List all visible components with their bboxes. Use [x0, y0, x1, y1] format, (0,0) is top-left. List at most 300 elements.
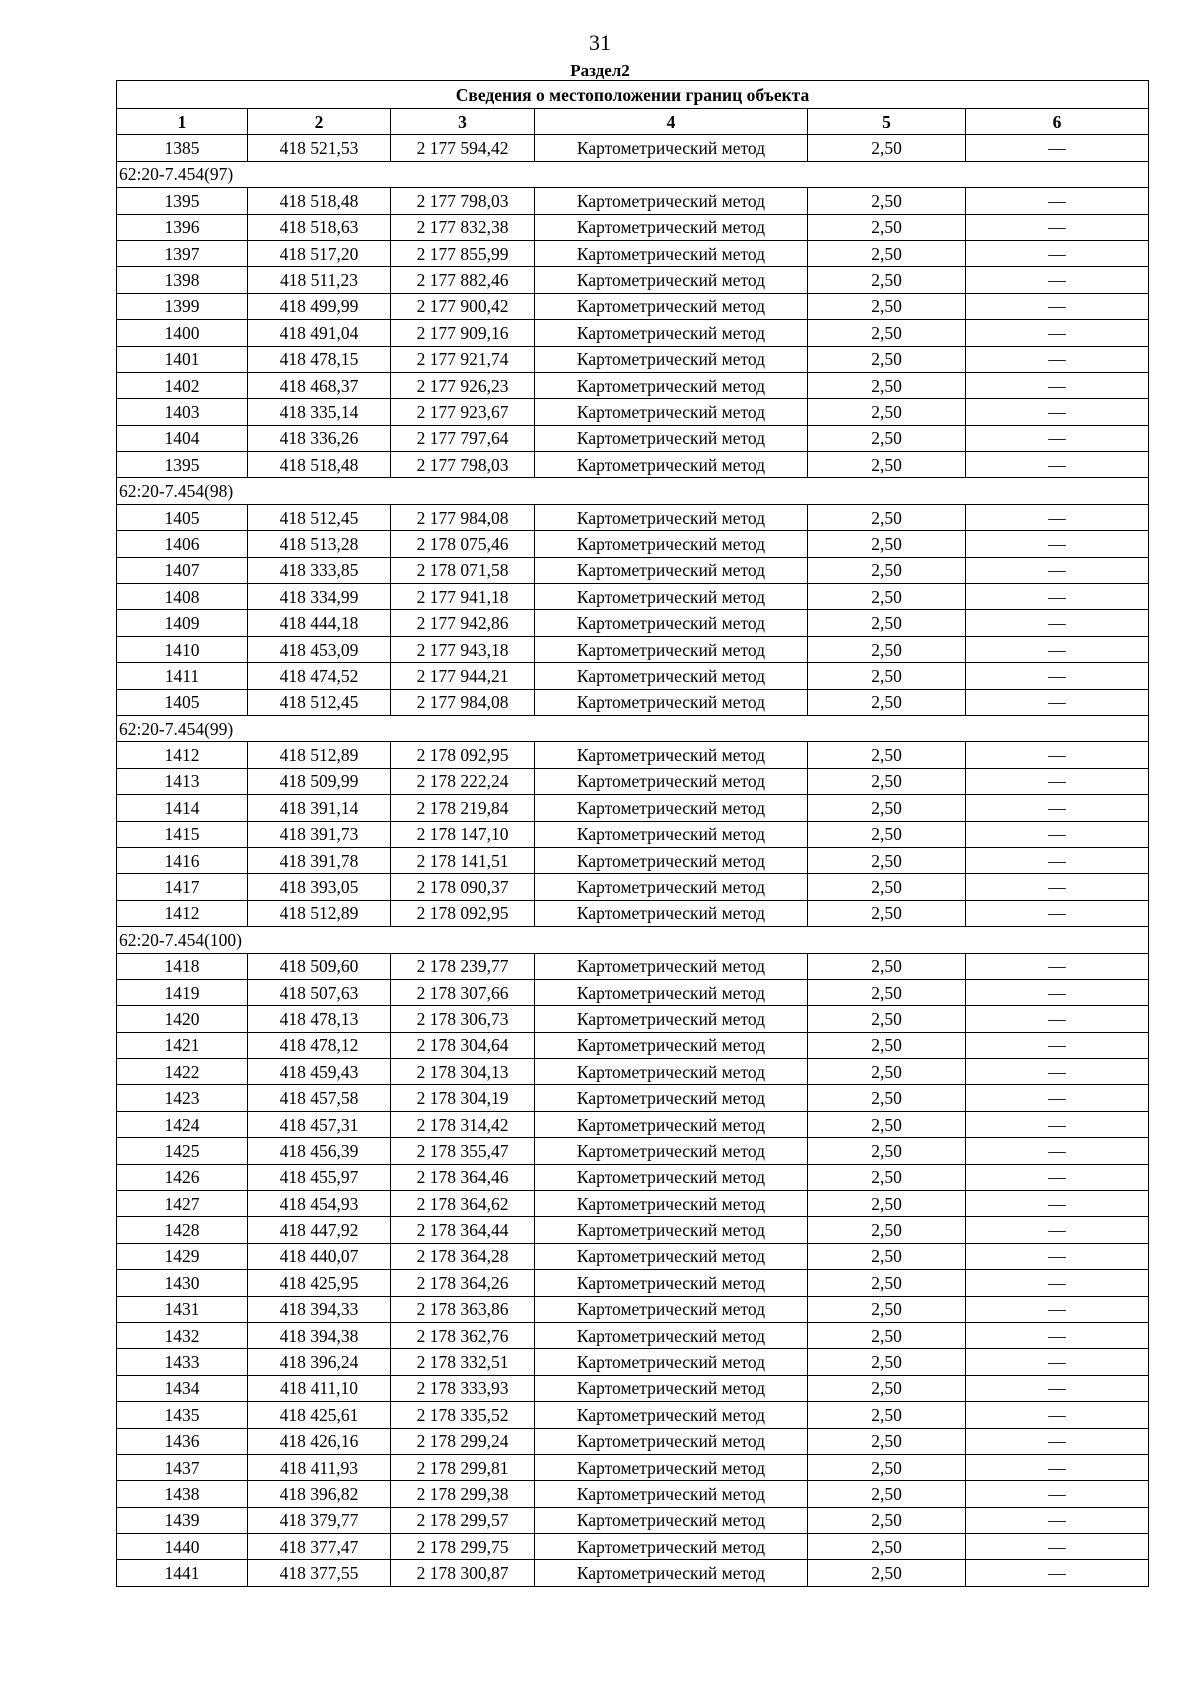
table-row — [117, 584, 1149, 610]
method-cell: Картометрический метод — [535, 425, 808, 451]
table-caption: Сведения о местоположении границ объекта — [117, 81, 1149, 109]
x-coordinate-cell: 418 478,12 — [248, 1032, 391, 1058]
x-coordinate-cell: 418 394,33 — [248, 1296, 391, 1322]
x-coordinate-cell: 418 509,99 — [248, 768, 391, 794]
method-cell: Картометрический метод — [535, 188, 808, 214]
note-cell: — — [966, 1375, 1149, 1401]
table-row — [117, 1322, 1149, 1348]
accuracy-cell: 2,50 — [808, 1006, 966, 1032]
page-number: 31 — [589, 30, 611, 55]
accuracy-cell: 2,50 — [808, 346, 966, 372]
method-cell: Картометрический метод — [535, 953, 808, 979]
y-coordinate-cell: 2 178 299,38 — [391, 1481, 535, 1507]
note-cell: — — [966, 1454, 1149, 1480]
y-coordinate-cell: 2 178 364,28 — [391, 1243, 535, 1269]
point-number-cell: 1425 — [117, 1138, 248, 1164]
note-cell: — — [966, 689, 1149, 715]
x-coordinate-cell: 418 391,73 — [248, 821, 391, 847]
method-cell: Картометрический метод — [535, 1164, 808, 1190]
table-row — [117, 1454, 1149, 1480]
accuracy-cell: 2,50 — [808, 425, 966, 451]
note-cell: — — [966, 953, 1149, 979]
accuracy-cell: 2,50 — [808, 636, 966, 662]
table-row — [117, 557, 1149, 583]
section-title: Раздел2 — [570, 61, 630, 80]
table-row — [117, 1481, 1149, 1507]
accuracy-cell: 2,50 — [808, 1085, 966, 1111]
point-number-cell: 1423 — [117, 1085, 248, 1111]
x-coordinate-cell: 418 478,15 — [248, 346, 391, 372]
accuracy-cell: 2,50 — [808, 214, 966, 240]
column-number: 2 — [248, 109, 391, 135]
note-cell: — — [966, 135, 1149, 161]
table-row — [117, 768, 1149, 794]
note-cell: — — [966, 399, 1149, 425]
method-cell: Картометрический метод — [535, 1428, 808, 1454]
method-cell: Картометрический метод — [535, 1191, 808, 1217]
x-coordinate-cell: 418 335,14 — [248, 399, 391, 425]
note-cell: — — [966, 452, 1149, 478]
y-coordinate-cell: 2 178 090,37 — [391, 874, 535, 900]
method-cell: Картометрический метод — [535, 504, 808, 530]
method-cell: Картометрический метод — [535, 240, 808, 266]
x-coordinate-cell: 418 512,45 — [248, 504, 391, 530]
table-row — [117, 610, 1149, 636]
x-coordinate-cell: 418 521,53 — [248, 135, 391, 161]
table-row — [117, 267, 1149, 293]
point-number-cell: 1409 — [117, 610, 248, 636]
y-coordinate-cell: 2 178 299,57 — [391, 1507, 535, 1533]
table-row — [117, 1270, 1149, 1296]
y-coordinate-cell: 2 178 071,58 — [391, 557, 535, 583]
table-row — [117, 953, 1149, 979]
accuracy-cell: 2,50 — [808, 1164, 966, 1190]
note-cell: — — [966, 663, 1149, 689]
method-cell: Картометрический метод — [535, 795, 808, 821]
boundary-coordinates-table — [116, 80, 1149, 1587]
note-cell: — — [966, 1085, 1149, 1111]
accuracy-cell: 2,50 — [808, 1322, 966, 1348]
method-cell: Картометрический метод — [535, 1111, 808, 1137]
accuracy-cell: 2,50 — [808, 1454, 966, 1480]
table-row — [117, 504, 1149, 530]
x-coordinate-cell: 418 425,61 — [248, 1402, 391, 1428]
method-cell: Картометрический метод — [535, 1296, 808, 1322]
accuracy-cell: 2,50 — [808, 557, 966, 583]
x-coordinate-cell: 418 512,89 — [248, 742, 391, 768]
accuracy-cell: 2,50 — [808, 399, 966, 425]
point-number-cell: 1427 — [117, 1191, 248, 1217]
x-coordinate-cell: 418 518,48 — [248, 452, 391, 478]
point-number-cell: 1405 — [117, 504, 248, 530]
method-cell: Картометрический метод — [535, 135, 808, 161]
y-coordinate-cell: 2 177 926,23 — [391, 372, 535, 398]
method-cell: Картометрический метод — [535, 1454, 808, 1480]
method-cell: Картометрический метод — [535, 1402, 808, 1428]
table-row — [117, 1428, 1149, 1454]
y-coordinate-cell: 2 178 299,81 — [391, 1454, 535, 1480]
accuracy-cell: 2,50 — [808, 1428, 966, 1454]
accuracy-cell: 2,50 — [808, 1402, 966, 1428]
accuracy-cell: 2,50 — [808, 610, 966, 636]
method-cell: Картометрический метод — [535, 1270, 808, 1296]
y-coordinate-cell: 2 178 335,52 — [391, 1402, 535, 1428]
method-cell: Картометрический метод — [535, 1243, 808, 1269]
method-cell: Картометрический метод — [535, 293, 808, 319]
point-number-cell: 1397 — [117, 240, 248, 266]
method-cell: Картометрический метод — [535, 610, 808, 636]
point-number-cell: 1438 — [117, 1481, 248, 1507]
accuracy-cell: 2,50 — [808, 1507, 966, 1533]
table-row — [117, 188, 1149, 214]
method-cell: Картометрический метод — [535, 1534, 808, 1560]
x-coordinate-cell: 418 426,16 — [248, 1428, 391, 1454]
x-coordinate-cell: 418 453,09 — [248, 636, 391, 662]
x-coordinate-cell: 418 474,52 — [248, 663, 391, 689]
point-number-cell: 1412 — [117, 742, 248, 768]
method-cell: Картометрический метод — [535, 768, 808, 794]
x-coordinate-cell: 418 377,47 — [248, 1534, 391, 1560]
point-number-cell: 1416 — [117, 847, 248, 873]
x-coordinate-cell: 418 396,24 — [248, 1349, 391, 1375]
table-row — [117, 293, 1149, 319]
table-row — [117, 1032, 1149, 1058]
table-row — [117, 1217, 1149, 1243]
accuracy-cell: 2,50 — [808, 979, 966, 1005]
x-coordinate-cell: 418 393,05 — [248, 874, 391, 900]
method-cell: Картометрический метод — [535, 636, 808, 662]
column-number: 5 — [808, 109, 966, 135]
table-row — [117, 847, 1149, 873]
y-coordinate-cell: 2 178 364,26 — [391, 1270, 535, 1296]
point-number-cell: 1430 — [117, 1270, 248, 1296]
y-coordinate-cell: 2 177 594,42 — [391, 135, 535, 161]
note-cell: — — [966, 320, 1149, 346]
x-coordinate-cell: 418 377,55 — [248, 1560, 391, 1586]
note-cell: — — [966, 1243, 1149, 1269]
method-cell: Картометрический метод — [535, 1507, 808, 1533]
note-cell: — — [966, 1164, 1149, 1190]
point-number-cell: 1413 — [117, 768, 248, 794]
table-row — [117, 874, 1149, 900]
x-coordinate-cell: 418 491,04 — [248, 320, 391, 346]
note-cell: — — [966, 1111, 1149, 1137]
method-cell: Картометрический метод — [535, 531, 808, 557]
accuracy-cell: 2,50 — [808, 1138, 966, 1164]
method-cell: Картометрический метод — [535, 742, 808, 768]
accuracy-cell: 2,50 — [808, 531, 966, 557]
note-cell: — — [966, 1270, 1149, 1296]
point-number-cell: 1428 — [117, 1217, 248, 1243]
point-number-cell: 1415 — [117, 821, 248, 847]
point-number-cell: 1421 — [117, 1032, 248, 1058]
accuracy-cell: 2,50 — [808, 452, 966, 478]
y-coordinate-cell: 2 177 798,03 — [391, 188, 535, 214]
y-coordinate-cell: 2 177 942,86 — [391, 610, 535, 636]
x-coordinate-cell: 418 454,93 — [248, 1191, 391, 1217]
point-number-cell: 1410 — [117, 636, 248, 662]
point-number-cell: 1401 — [117, 346, 248, 372]
point-number-cell: 1399 — [117, 293, 248, 319]
point-number-cell: 1426 — [117, 1164, 248, 1190]
point-number-cell: 1404 — [117, 425, 248, 451]
y-coordinate-cell: 2 177 855,99 — [391, 240, 535, 266]
table-row — [117, 1375, 1149, 1401]
x-coordinate-cell: 418 517,20 — [248, 240, 391, 266]
point-number-cell: 1402 — [117, 372, 248, 398]
accuracy-cell: 2,50 — [808, 1111, 966, 1137]
point-number-cell: 1398 — [117, 267, 248, 293]
column-number: 1 — [117, 109, 248, 135]
x-coordinate-cell: 418 440,07 — [248, 1243, 391, 1269]
table-row — [117, 689, 1149, 715]
note-cell: — — [966, 1217, 1149, 1243]
note-cell: — — [966, 1006, 1149, 1032]
y-coordinate-cell: 2 177 832,38 — [391, 214, 535, 240]
method-cell: Картометрический метод — [535, 584, 808, 610]
note-cell: — — [966, 267, 1149, 293]
method-cell: Картометрический метод — [535, 1032, 808, 1058]
y-coordinate-cell: 2 178 075,46 — [391, 531, 535, 557]
y-coordinate-cell: 2 178 364,62 — [391, 1191, 535, 1217]
note-cell: — — [966, 1507, 1149, 1533]
table-row — [117, 1402, 1149, 1428]
y-coordinate-cell: 2 178 092,95 — [391, 900, 535, 926]
method-cell: Картометрический метод — [535, 1085, 808, 1111]
note-cell: — — [966, 531, 1149, 557]
y-coordinate-cell: 2 177 882,46 — [391, 267, 535, 293]
x-coordinate-cell: 418 518,63 — [248, 214, 391, 240]
y-coordinate-cell: 2 177 984,08 — [391, 689, 535, 715]
y-coordinate-cell: 2 178 092,95 — [391, 742, 535, 768]
point-number-cell: 1406 — [117, 531, 248, 557]
note-cell: — — [966, 1138, 1149, 1164]
y-coordinate-cell: 2 177 921,74 — [391, 346, 535, 372]
y-coordinate-cell: 2 178 333,93 — [391, 1375, 535, 1401]
x-coordinate-cell: 418 333,85 — [248, 557, 391, 583]
method-cell: Картометрический метод — [535, 452, 808, 478]
x-coordinate-cell: 418 456,39 — [248, 1138, 391, 1164]
y-coordinate-cell: 2 177 798,03 — [391, 452, 535, 478]
x-coordinate-cell: 418 425,95 — [248, 1270, 391, 1296]
x-coordinate-cell: 418 444,18 — [248, 610, 391, 636]
table-row — [117, 372, 1149, 398]
method-cell: Картометрический метод — [535, 1059, 808, 1085]
accuracy-cell: 2,50 — [808, 663, 966, 689]
method-cell: Картометрический метод — [535, 1375, 808, 1401]
method-cell: Картометрический метод — [535, 346, 808, 372]
point-number-cell: 1407 — [117, 557, 248, 583]
table-row — [117, 346, 1149, 372]
table-row — [117, 979, 1149, 1005]
point-number-cell: 1400 — [117, 320, 248, 346]
x-coordinate-cell: 418 509,60 — [248, 953, 391, 979]
y-coordinate-cell: 2 177 909,16 — [391, 320, 535, 346]
table-row — [117, 399, 1149, 425]
x-coordinate-cell: 418 468,37 — [248, 372, 391, 398]
y-coordinate-cell: 2 178 304,19 — [391, 1085, 535, 1111]
method-cell: Картометрический метод — [535, 267, 808, 293]
point-number-cell: 1436 — [117, 1428, 248, 1454]
accuracy-cell: 2,50 — [808, 1032, 966, 1058]
point-number-cell: 1441 — [117, 1560, 248, 1586]
accuracy-cell: 2,50 — [808, 768, 966, 794]
accuracy-cell: 2,50 — [808, 1191, 966, 1217]
y-coordinate-cell: 2 178 222,24 — [391, 768, 535, 794]
table-row — [117, 531, 1149, 557]
method-cell: Картометрический метод — [535, 900, 808, 926]
point-number-cell: 1418 — [117, 953, 248, 979]
y-coordinate-cell: 2 178 355,47 — [391, 1138, 535, 1164]
table-row — [117, 663, 1149, 689]
y-coordinate-cell: 2 178 299,75 — [391, 1534, 535, 1560]
x-coordinate-cell: 418 336,26 — [248, 425, 391, 451]
point-number-cell: 1431 — [117, 1296, 248, 1322]
y-coordinate-cell: 2 178 363,86 — [391, 1296, 535, 1322]
table-row — [117, 1560, 1149, 1586]
x-coordinate-cell: 418 455,97 — [248, 1164, 391, 1190]
point-number-cell: 1422 — [117, 1059, 248, 1085]
point-number-cell: 1396 — [117, 214, 248, 240]
group-row — [117, 715, 1149, 741]
table-row — [117, 1534, 1149, 1560]
point-number-cell: 1420 — [117, 1006, 248, 1032]
accuracy-cell: 2,50 — [808, 795, 966, 821]
table-row — [117, 821, 1149, 847]
y-coordinate-cell: 2 178 304,64 — [391, 1032, 535, 1058]
point-number-cell: 1419 — [117, 979, 248, 1005]
y-coordinate-cell: 2 177 944,21 — [391, 663, 535, 689]
x-coordinate-cell: 418 507,63 — [248, 979, 391, 1005]
x-coordinate-cell: 418 391,14 — [248, 795, 391, 821]
group-label: 62:20-7.454(98) — [117, 478, 1149, 504]
x-coordinate-cell: 418 518,48 — [248, 188, 391, 214]
group-label: 62:20-7.454(99) — [117, 715, 1149, 741]
y-coordinate-cell: 2 178 239,77 — [391, 953, 535, 979]
table-row — [117, 240, 1149, 266]
y-coordinate-cell: 2 178 332,51 — [391, 1349, 535, 1375]
note-cell: — — [966, 188, 1149, 214]
accuracy-cell: 2,50 — [808, 1560, 966, 1586]
note-cell: — — [966, 1296, 1149, 1322]
method-cell: Картометрический метод — [535, 663, 808, 689]
x-coordinate-cell: 418 391,78 — [248, 847, 391, 873]
accuracy-cell: 2,50 — [808, 1296, 966, 1322]
note-cell: — — [966, 742, 1149, 768]
table-row — [117, 1111, 1149, 1137]
table-row — [117, 1059, 1149, 1085]
table-row — [117, 1006, 1149, 1032]
column-number: 4 — [535, 109, 808, 135]
table-body — [117, 81, 1149, 1587]
column-number: 3 — [391, 109, 535, 135]
x-coordinate-cell: 418 512,89 — [248, 900, 391, 926]
method-cell: Картометрический метод — [535, 689, 808, 715]
point-number-cell: 1434 — [117, 1375, 248, 1401]
method-cell: Картометрический метод — [535, 979, 808, 1005]
method-cell: Картометрический метод — [535, 847, 808, 873]
point-number-cell: 1433 — [117, 1349, 248, 1375]
point-number-cell: 1411 — [117, 663, 248, 689]
note-cell: — — [966, 979, 1149, 1005]
note-cell: — — [966, 1059, 1149, 1085]
accuracy-cell: 2,50 — [808, 1481, 966, 1507]
point-number-cell: 1408 — [117, 584, 248, 610]
accuracy-cell: 2,50 — [808, 1217, 966, 1243]
y-coordinate-cell: 2 178 141,51 — [391, 847, 535, 873]
note-cell: — — [966, 372, 1149, 398]
group-label: 62:20-7.454(100) — [117, 927, 1149, 953]
accuracy-cell: 2,50 — [808, 874, 966, 900]
table-row — [117, 742, 1149, 768]
x-coordinate-cell: 418 499,99 — [248, 293, 391, 319]
column-number-row — [117, 109, 1149, 135]
note-cell: — — [966, 1191, 1149, 1217]
table-row — [117, 214, 1149, 240]
column-number: 6 — [966, 109, 1149, 135]
table-row — [117, 795, 1149, 821]
accuracy-cell: 2,50 — [808, 1270, 966, 1296]
y-coordinate-cell: 2 178 364,44 — [391, 1217, 535, 1243]
x-coordinate-cell: 418 513,28 — [248, 531, 391, 557]
method-cell: Картометрический метод — [535, 214, 808, 240]
x-coordinate-cell: 418 396,82 — [248, 1481, 391, 1507]
table-row — [117, 900, 1149, 926]
point-number-cell: 1395 — [117, 188, 248, 214]
accuracy-cell: 2,50 — [808, 504, 966, 530]
table-row — [117, 1507, 1149, 1533]
accuracy-cell: 2,50 — [808, 372, 966, 398]
point-number-cell: 1437 — [117, 1454, 248, 1480]
group-label: 62:20-7.454(97) — [117, 161, 1149, 187]
x-coordinate-cell: 418 459,43 — [248, 1059, 391, 1085]
point-number-cell: 1403 — [117, 399, 248, 425]
y-coordinate-cell: 2 178 364,46 — [391, 1164, 535, 1190]
accuracy-cell: 2,50 — [808, 188, 966, 214]
note-cell: — — [966, 1032, 1149, 1058]
method-cell: Картометрический метод — [535, 1349, 808, 1375]
table-row — [117, 1243, 1149, 1269]
table-row — [117, 1349, 1149, 1375]
point-number-cell: 1417 — [117, 874, 248, 900]
group-row — [117, 161, 1149, 187]
table-caption-row — [117, 81, 1149, 109]
point-number-cell: 1432 — [117, 1322, 248, 1348]
note-cell: — — [966, 214, 1149, 240]
method-cell: Картометрический метод — [535, 821, 808, 847]
method-cell: Картометрический метод — [535, 557, 808, 583]
note-cell: — — [966, 1402, 1149, 1428]
note-cell: — — [966, 1322, 1149, 1348]
method-cell: Картометрический метод — [535, 372, 808, 398]
accuracy-cell: 2,50 — [808, 1243, 966, 1269]
table-row — [117, 1085, 1149, 1111]
note-cell: — — [966, 768, 1149, 794]
note-cell: — — [966, 557, 1149, 583]
note-cell: — — [966, 1481, 1149, 1507]
y-coordinate-cell: 2 178 299,24 — [391, 1428, 535, 1454]
accuracy-cell: 2,50 — [808, 1375, 966, 1401]
point-number-cell: 1405 — [117, 689, 248, 715]
method-cell: Картометрический метод — [535, 1217, 808, 1243]
table-row — [117, 135, 1149, 161]
note-cell: — — [966, 847, 1149, 873]
table-row — [117, 1296, 1149, 1322]
note-cell: — — [966, 1428, 1149, 1454]
accuracy-cell: 2,50 — [808, 821, 966, 847]
y-coordinate-cell: 2 178 307,66 — [391, 979, 535, 1005]
y-coordinate-cell: 2 178 219,84 — [391, 795, 535, 821]
